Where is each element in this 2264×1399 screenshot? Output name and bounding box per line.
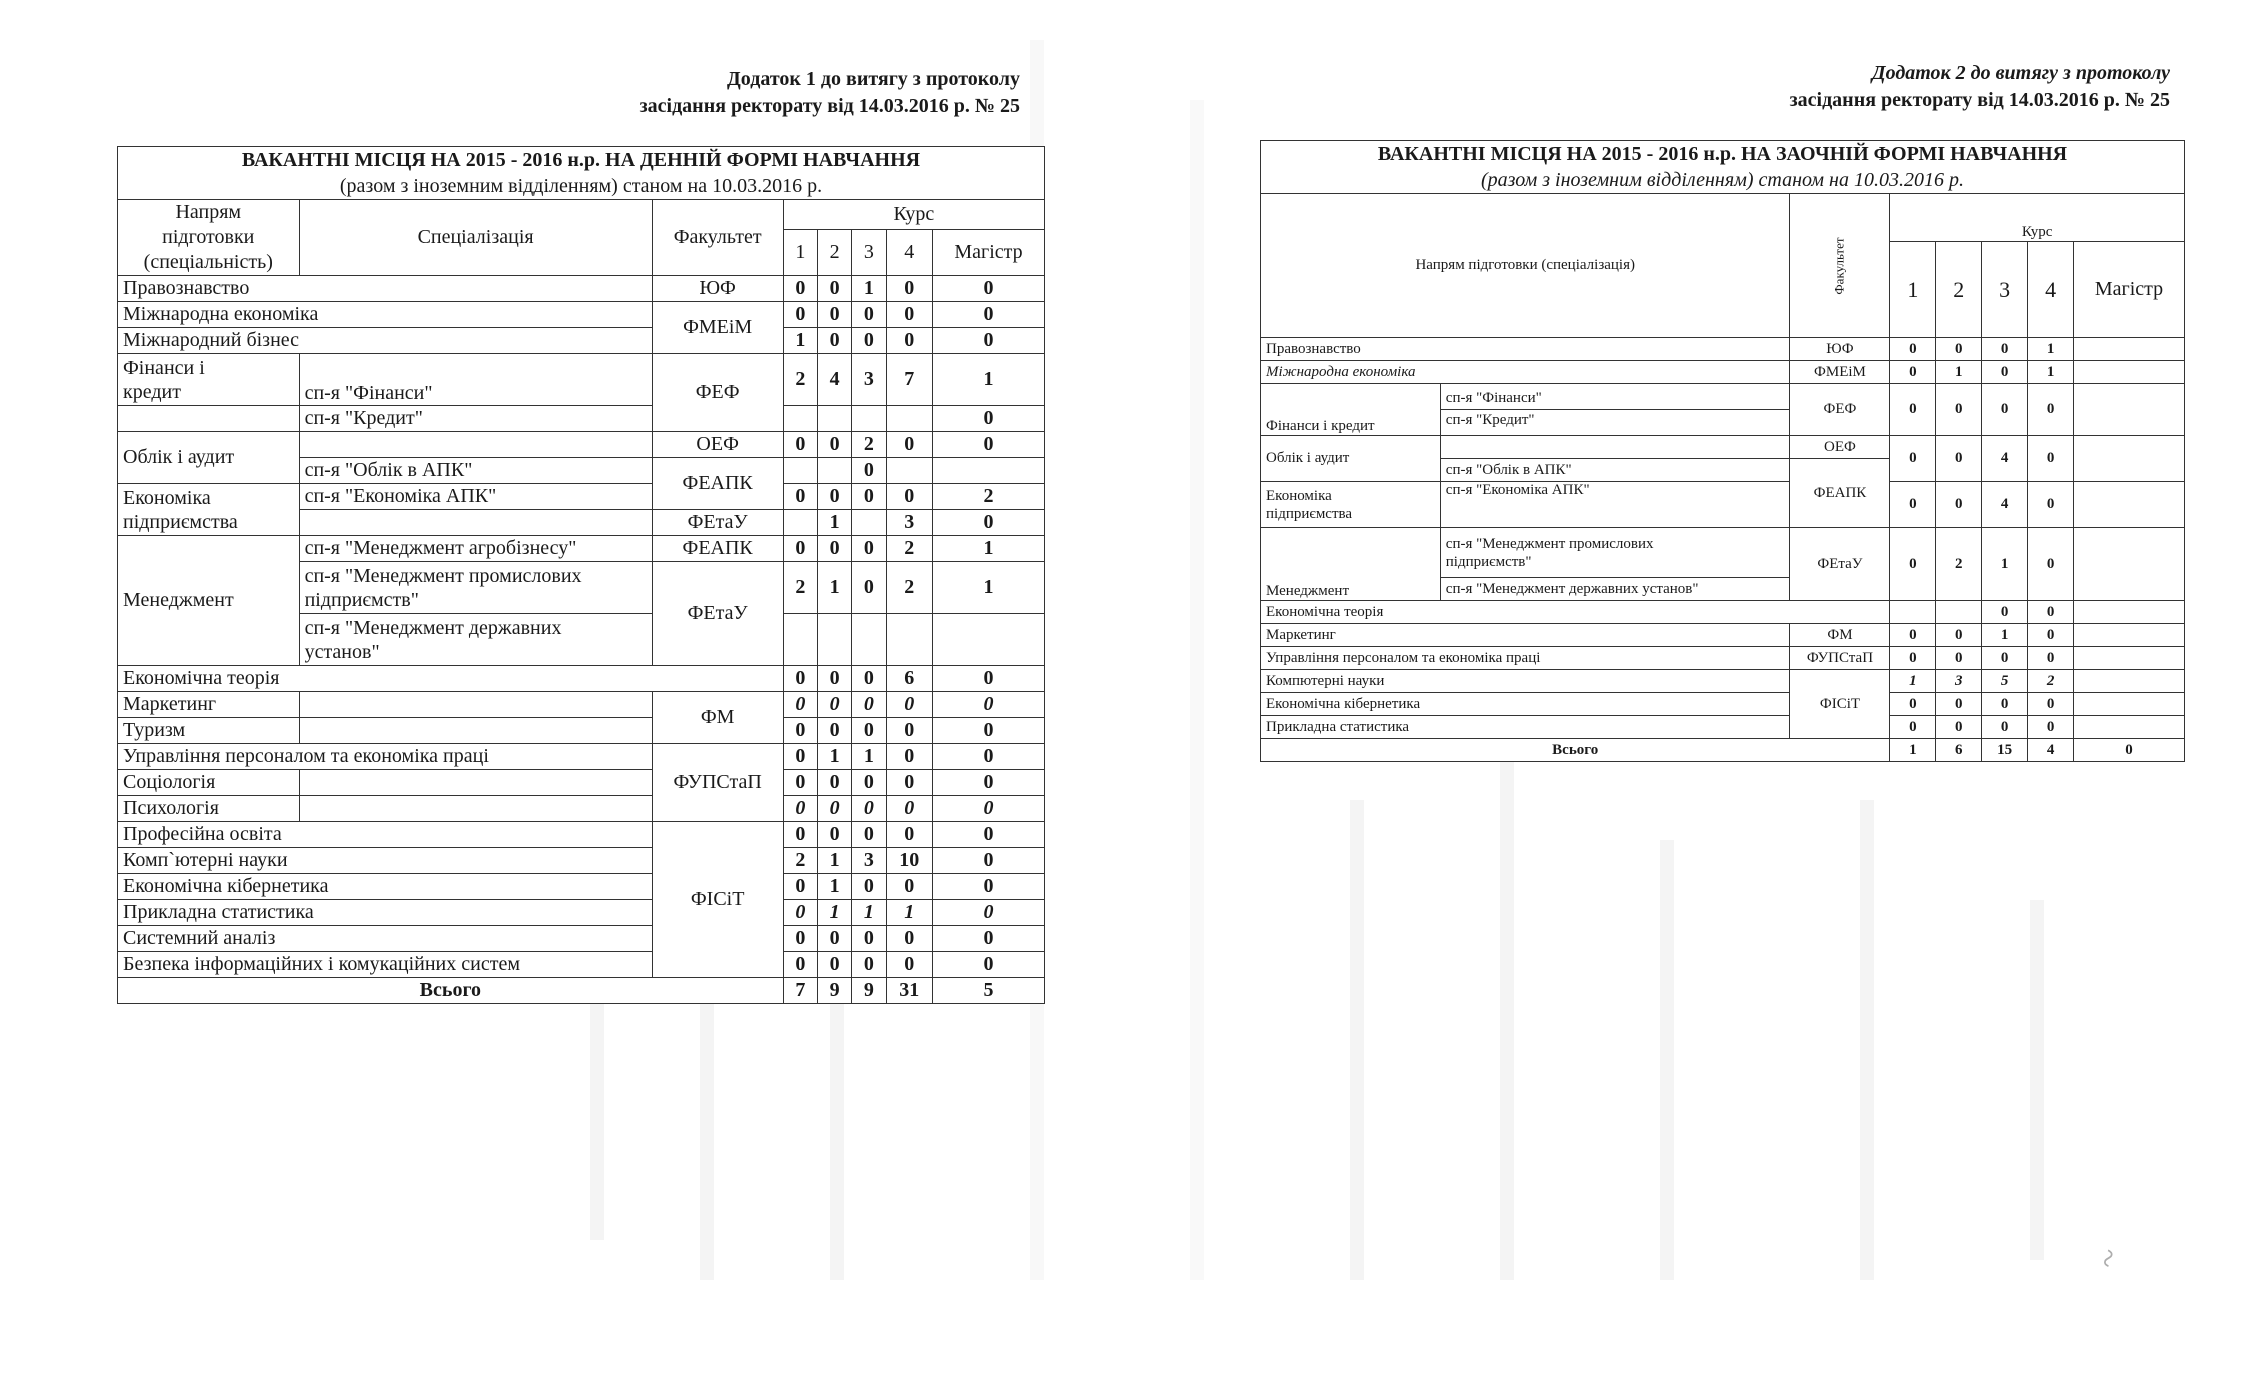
col-direction-header: Напрям підготовки (спеціальність) [118, 200, 300, 276]
table-row: сп-я "Менеджмент державних установ" [118, 614, 1045, 666]
table-row: Управління персоналом та економіка праці ФУПСтаП 0 1 1 0 0 [118, 744, 1045, 770]
table-row: Економічна теорія 0 0 0 6 0 [118, 666, 1045, 692]
left-page [0, 0, 1100, 1399]
total-label: Всього [118, 978, 784, 1004]
right-page [1100, 0, 2264, 1399]
table-row: Професійна освіта ФІСіТ 0 0 0 0 0 [118, 822, 1045, 848]
table-row: сп-я "Менеджмент державних установ" [1261, 578, 2185, 601]
course-1: 1 [1890, 242, 1936, 338]
table-row: Міжнародна економіка ФМЕіМ 0 0 0 0 0 [118, 302, 1045, 328]
table-row: ФЕтаУ 1 3 0 [118, 510, 1045, 536]
table-row: Системний аналіз 0 0 0 0 0 [118, 926, 1045, 952]
table-row: Економіка підприємства сп-я "Економіка АПК" 0 0 4 0 [1261, 482, 2185, 528]
left-header-line1: Додаток 1 до витягу з протоколу [727, 68, 1020, 90]
table-row: сп-я "Кредит" 0 [118, 406, 1045, 432]
table-row: Правознавство ЮФ 0 0 0 1 [1261, 338, 2185, 361]
total-label: Всього [1261, 739, 1890, 762]
right-header-line1: Додаток 2 до витягу з протоколу [1871, 62, 2170, 84]
table-row: Економіка підприємства сп-я "Економіка АПК" 0 0 0 0 2 [118, 484, 1045, 510]
course-2: 2 [818, 229, 852, 275]
right-title-cell [1261, 141, 2185, 194]
right-subtitle: (разом з іноземним відділенням) станом на 10.03.2016 р. [1481, 169, 1964, 191]
col-course-header: Курс [1890, 194, 2185, 242]
course-3: 3 [1982, 242, 2028, 338]
course-master: Магістр [2074, 242, 2185, 338]
col-direction-header: Напрям підготовки (спеціалізація) [1261, 194, 1790, 338]
table-row: Маркетинг ФМ 0 0 1 0 [1261, 624, 2185, 647]
right-vacancy-table [1260, 140, 2185, 762]
table-row: Фінанси і кредит сп-я "Фінанси" сп-я "Кредит" ФЕФ 0 0 0 0 [1261, 384, 2185, 436]
left-header-line2: засідання ректорату від 14.03.2016 р. № 25 [639, 95, 1020, 117]
course-4: 4 [2028, 242, 2074, 338]
table-row: Менеджмент сп-я "Менеджмент промислових підприємств" ФЕтаУ 0 2 1 0 [1261, 528, 2185, 578]
signature-mark: ~ [2088, 1243, 2130, 1274]
table-row: Комп`ютерні науки 2 1 3 10 0 [118, 848, 1045, 874]
col-faculty-header: Факультет [1790, 194, 1890, 338]
course-1: 1 [783, 229, 817, 275]
course-master: Магістр [932, 229, 1044, 275]
table-row: Облік і аудит ОЕФ 0 0 4 0 [1261, 436, 2185, 459]
table-row: Менеджмент сп-я "Менеджмент агробізнесу" ФЕАПК 0 0 0 2 1 [118, 536, 1045, 562]
course-3: 3 [852, 229, 886, 275]
table-row: Компютерні науки ФІСіТ 1 3 5 2 [1261, 670, 2185, 693]
table-row: Прикладна статистика 0 0 0 0 [1261, 716, 2185, 739]
table-row: Туризм 0 0 0 0 0 [118, 718, 1045, 744]
total-row: Всього 1 6 15 4 0 [1261, 739, 2185, 762]
right-header [1600, 60, 2170, 114]
course-2: 2 [1936, 242, 1982, 338]
table-row: Облік і аудит ОЕФ 0 0 2 0 0 [118, 432, 1045, 458]
right-title: ВАКАНТНІ МІСЦЯ НА 2015 - 2016 н.р. НА ЗАОЧНІЙ ФОРМІ НАВЧАННЯ [1377, 143, 2068, 165]
table-row: Психологія 0 0 0 0 0 [118, 796, 1045, 822]
col-spec-header: Спеціалізація [299, 200, 652, 276]
table-row: Управління персоналом та економіка праці ФУПСтаП 0 0 0 0 [1261, 647, 2185, 670]
table-row: Правознавство ЮФ 0 0 1 0 0 [118, 276, 1045, 302]
table-row: сп-я "Облік в АПК" ФЕАПК 0 [118, 458, 1045, 484]
left-subtitle: (разом з іноземним відділенням) станом на 10.03.2016 р. [339, 175, 823, 197]
table-row: Безпека інформаційних і комукаційних систем 0 0 0 0 0 [118, 952, 1045, 978]
table-row: Прикладна статистика 0 1 1 1 0 [118, 900, 1045, 926]
right-header-line2: засідання ректорату від 14.03.2016 р. № 25 [1789, 89, 2170, 111]
total-row: Всього 7 9 9 31 5 [118, 978, 1045, 1004]
left-vacancy-table [117, 146, 1045, 1004]
left-title-cell [118, 147, 1045, 200]
table-row: Економічна кібернетика 0 1 0 0 0 [118, 874, 1045, 900]
table-row: сп-я "Менеджмент промислових підприємств" ФЕтаУ 2 1 0 2 1 [118, 562, 1045, 614]
left-title: ВАКАНТНІ МІСЦЯ НА 2015 - 2016 н.р. НА ДЕННІЙ ФОРМІ НАВЧАННЯ [241, 149, 921, 171]
table-row: сп-я "Облік в АПК" ФЕАПК [1261, 459, 2185, 482]
table-row: Економічна теорія 0 0 [1261, 601, 2185, 624]
table-row: Соціологія 0 0 0 0 0 [118, 770, 1045, 796]
table-row: Фінанси і кредит сп-я "Фінанси" ФЕФ 2 4 3 7 1 [118, 354, 1045, 406]
left-header [420, 66, 1020, 120]
course-4: 4 [886, 229, 932, 275]
table-row: Маркетинг ФМ 0 0 0 0 0 [118, 692, 1045, 718]
table-row: Міжнародний бізнес 1 0 0 0 0 [118, 328, 1045, 354]
table-row: Міжнародна економіка ФМЕіМ 0 1 0 1 [1261, 361, 2185, 384]
col-course-header: Курс [783, 200, 1044, 230]
col-faculty-header: Факультет [652, 200, 783, 276]
table-row: Економічна кібернетика 0 0 0 0 [1261, 693, 2185, 716]
